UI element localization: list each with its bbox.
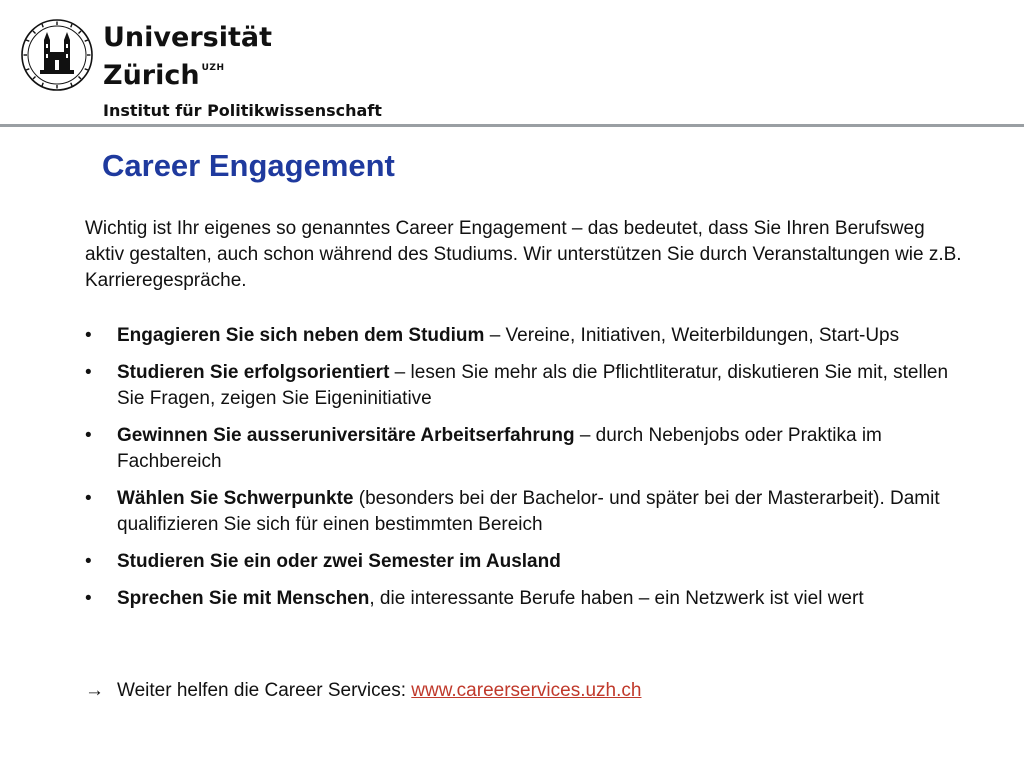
bullet-item: [85, 423, 965, 475]
university-name-line2: [103, 53, 272, 91]
bullet-marker: •: [85, 588, 92, 609]
intro-paragraph: Wichtig ist Ihr eigenes so genanntes Career Engagement – das bedeutet, dass Sie Ihren Berufsweg aktiv gestalten, auch schon während des Studiums. Wir unterstützen Sie durch Veranstaltungen wie z.B. Karrieregespräche.: [85, 218, 962, 291]
university-seal-logo: [20, 18, 94, 92]
career-services-link[interactable]: www.careerservices.uzh.ch: [411, 680, 642, 701]
bullet-item: [85, 323, 965, 349]
slide-title: Career Engagement: [102, 148, 395, 183]
bullet-item: [85, 486, 965, 538]
bullet-bold-text: Sprechen Sie mit Menschen: [117, 588, 370, 609]
bullet-item: [85, 586, 965, 612]
bullet-text: – lesen Sie mehr als die Pflichtliteratur, diskutieren Sie mit, stellen Sie Fragen, zeigen Sie Eigeninitiative: [117, 362, 949, 409]
arrow-right-icon: →: [85, 680, 104, 701]
bullet-bold-text: Studieren Sie erfolgsorientiert: [117, 362, 390, 383]
bullet-marker: •: [85, 488, 92, 509]
bullet-bold-text: Wählen Sie Schwerpunkte: [117, 488, 354, 509]
bullet-marker: •: [85, 425, 92, 446]
bullet-item: [85, 549, 965, 575]
header-divider: [0, 124, 1024, 127]
career-services-line: [85, 678, 641, 704]
university-abbrev: UZH: [201, 63, 225, 73]
bullet-item: [85, 360, 965, 412]
career-services-label: Weiter helfen die Career Services:: [117, 680, 412, 701]
university-city: Zürich: [103, 60, 200, 91]
university-wordmark: [103, 22, 272, 91]
institute-name: Institut für Politikwissenschaft: [103, 101, 382, 120]
bullet-marker: •: [85, 325, 92, 346]
university-name-line1: Universität: [103, 22, 272, 53]
bullet-bold-text: Engagieren Sie sich neben dem Studium: [117, 325, 485, 346]
bullet-marker: •: [85, 551, 92, 572]
bullet-text: – durch Nebenjobs oder Praktika im Fachbereich: [117, 425, 882, 472]
bullet-bold-text: Studieren Sie ein oder zwei Semester im Ausland: [117, 551, 561, 572]
bullet-marker: •: [85, 362, 92, 383]
bullet-list: [85, 323, 965, 623]
bullet-text: – Vereine, Initiativen, Weiterbildungen, Start-Ups: [484, 325, 900, 346]
bullet-text: (besonders bei der Bachelor- und später bei der Masterarbeit). Damit qualifizieren Sie sich für einen bestimmten Bereich: [117, 488, 940, 535]
bullet-text: , die interessante Berufe haben – ein Netzwerk ist viel wert: [369, 588, 864, 609]
bullet-bold-text: Gewinnen Sie ausseruniversitäre Arbeitserfahrung: [117, 425, 575, 446]
